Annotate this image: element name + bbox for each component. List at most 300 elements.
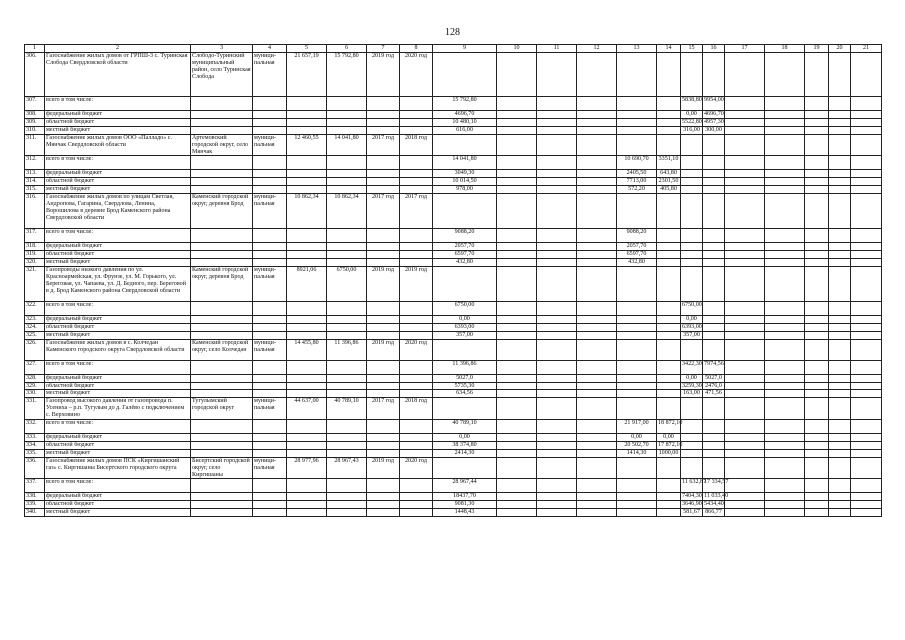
row-col13 <box>617 118 657 126</box>
row-col12 <box>577 441 617 449</box>
row-name: Газопроводы низкого давления по ул. Красноармейская, ул. Фрунзе, ул. М. Горького, ул. Береговая, ул. Чапаева, ул. Д. Бедного, пер. Береговой в д. Брод Каменского района Свердловской области <box>45 266 191 301</box>
row-col21 <box>851 374 882 382</box>
column-number-row <box>25 45 882 53</box>
row-location <box>191 374 253 382</box>
row-col8 <box>400 360 433 374</box>
row-col14 <box>657 53 681 97</box>
row-col10 <box>497 420 537 434</box>
row-col7 <box>367 434 400 442</box>
row-col10 <box>497 331 537 339</box>
row-col7 <box>367 251 400 259</box>
row-col17 <box>725 251 765 259</box>
row-name: областной бюджет <box>45 178 191 186</box>
row-col6 <box>327 251 367 259</box>
row-col11 <box>537 118 577 126</box>
row-col5 <box>287 509 327 517</box>
row-col16 <box>703 339 725 360</box>
table-row <box>25 331 882 339</box>
row-col14 <box>657 457 681 479</box>
row-col13: 1414,30 <box>617 449 657 457</box>
row-name: всего в том числе: <box>45 229 191 243</box>
row-col5 <box>287 97 327 111</box>
row-col15 <box>681 170 703 178</box>
row-col10 <box>497 390 537 398</box>
row-col11 <box>537 251 577 259</box>
row-col5 <box>287 315 327 323</box>
row-col17 <box>725 97 765 111</box>
row-col19 <box>805 111 829 119</box>
row-number: 316. <box>25 194 45 229</box>
row-number: 331. <box>25 398 45 420</box>
row-col12 <box>577 493 617 501</box>
row-col20 <box>829 301 851 315</box>
row-col10 <box>497 186 537 194</box>
row-col5 <box>287 441 327 449</box>
row-number: 338. <box>25 493 45 501</box>
row-number: 329. <box>25 382 45 390</box>
row-col16 <box>703 301 725 315</box>
row-col7 <box>367 493 400 501</box>
row-col6: 6750,00 <box>327 266 367 301</box>
row-col20 <box>829 258 851 266</box>
row-col21 <box>851 251 882 259</box>
row-col19 <box>805 398 829 420</box>
table-row <box>25 170 882 178</box>
row-col7 <box>367 97 400 111</box>
row-col14 <box>657 126 681 134</box>
table-row <box>25 420 882 434</box>
row-number: 310. <box>25 126 45 134</box>
row-col21 <box>851 441 882 449</box>
row-col17 <box>725 441 765 449</box>
row-location <box>191 229 253 243</box>
row-col7 <box>367 331 400 339</box>
row-col6 <box>327 301 367 315</box>
row-location <box>191 315 253 323</box>
row-name: федеральный бюджет <box>45 493 191 501</box>
row-col13 <box>617 390 657 398</box>
row-col17 <box>725 339 765 360</box>
row-col15: 0,00 <box>681 374 703 382</box>
row-ownership <box>253 382 287 390</box>
row-location: Каменский городской округ, деревня Брод <box>191 266 253 301</box>
row-col15 <box>681 449 703 457</box>
row-col7: 2019 год <box>367 457 400 479</box>
row-col17 <box>725 266 765 301</box>
row-col9: 10 014,50 <box>433 178 497 186</box>
row-number: 306. <box>25 53 45 97</box>
row-col5 <box>287 390 327 398</box>
column-number: 13 <box>617 45 657 53</box>
row-location <box>191 420 253 434</box>
row-col15 <box>681 243 703 251</box>
row-name: федеральный бюджет <box>45 170 191 178</box>
row-col15: 11 632,87 <box>681 479 703 493</box>
row-col18 <box>765 186 805 194</box>
row-col14 <box>657 315 681 323</box>
row-col13: 572,20 <box>617 186 657 194</box>
row-col10 <box>497 251 537 259</box>
row-col16: 4696,70 <box>704 111 724 117</box>
row-col19 <box>805 390 829 398</box>
row-col7 <box>367 360 400 374</box>
row-col18 <box>765 449 805 457</box>
row-col10 <box>497 170 537 178</box>
row-col20 <box>829 315 851 323</box>
row-col9: 10 480,10 <box>433 118 497 126</box>
row-col21 <box>851 315 882 323</box>
row-col9: 11 396,86 <box>433 360 497 374</box>
row-col11 <box>537 243 577 251</box>
row-col5 <box>287 243 327 251</box>
row-col19 <box>805 509 829 517</box>
table-row <box>25 501 882 509</box>
row-ownership: муници-пальная <box>253 266 287 301</box>
row-col10 <box>497 339 537 360</box>
row-col17 <box>725 301 765 315</box>
row-col10 <box>497 266 537 301</box>
row-col20 <box>829 126 851 134</box>
row-col14 <box>657 374 681 382</box>
row-col17 <box>725 457 765 479</box>
row-col20 <box>829 390 851 398</box>
row-col19 <box>805 97 829 111</box>
row-col9: 6750,00 <box>433 301 497 315</box>
row-col21 <box>851 479 882 493</box>
row-col14: 0,00 <box>657 434 681 442</box>
row-col6 <box>327 390 367 398</box>
row-col21 <box>851 434 882 442</box>
row-col9: 634,56 <box>433 390 497 398</box>
row-ownership <box>253 390 287 398</box>
row-col16: 7974,56 <box>703 360 725 374</box>
row-col14 <box>657 301 681 315</box>
row-col7: 2019 год <box>367 266 400 301</box>
row-col11 <box>537 449 577 457</box>
row-col15: 581,67 <box>681 509 703 517</box>
row-col21 <box>851 111 882 119</box>
row-col14: 18 872,10 <box>657 420 681 434</box>
column-number: 14 <box>657 45 681 53</box>
row-col21 <box>851 398 882 420</box>
row-col20 <box>829 434 851 442</box>
row-col17 <box>725 118 765 126</box>
row-col8 <box>400 420 433 434</box>
row-col9: 6597,70 <box>433 251 497 259</box>
row-ownership <box>253 501 287 509</box>
row-col17 <box>725 382 765 390</box>
row-col21 <box>851 134 882 156</box>
row-col5 <box>287 170 327 178</box>
row-location <box>191 156 253 170</box>
row-col7: 2019 год <box>367 53 400 97</box>
row-col13 <box>617 323 657 331</box>
row-col16 <box>703 170 725 178</box>
row-col13: 2057,70 <box>617 243 657 251</box>
row-col15: 3646,90 <box>682 501 702 508</box>
row-col5: 28 977,96 <box>287 457 327 479</box>
row-col5 <box>287 360 327 374</box>
row-col11 <box>537 156 577 170</box>
column-number: 10 <box>497 45 537 53</box>
row-col19 <box>805 420 829 434</box>
row-col18 <box>765 194 805 229</box>
row-ownership <box>253 374 287 382</box>
row-col17 <box>725 331 765 339</box>
row-number: 313. <box>25 170 45 178</box>
column-number: 20 <box>829 45 851 53</box>
row-number: 339. <box>25 501 45 509</box>
row-col8 <box>400 118 433 126</box>
row-col20 <box>829 501 851 509</box>
row-col7 <box>367 118 400 126</box>
row-col17 <box>725 449 765 457</box>
row-col21 <box>851 323 882 331</box>
row-col7 <box>367 441 400 449</box>
row-col9: 1448,43 <box>433 509 497 517</box>
table-row <box>25 434 882 442</box>
row-col11 <box>537 374 577 382</box>
row-col18 <box>765 339 805 360</box>
row-col6 <box>327 441 367 449</box>
row-col14 <box>657 331 681 339</box>
row-col11 <box>537 186 577 194</box>
row-col17 <box>725 170 765 178</box>
row-col15 <box>681 441 703 449</box>
row-col19 <box>805 251 829 259</box>
row-name: областной бюджет <box>45 323 191 331</box>
row-col8: 2018 год <box>400 398 433 420</box>
row-col18 <box>765 331 805 339</box>
row-ownership <box>253 243 287 251</box>
row-col14 <box>657 251 681 259</box>
column-number: 5 <box>287 45 327 53</box>
row-col9: 5027,0 <box>433 374 497 382</box>
row-col11 <box>537 258 577 266</box>
row-col18 <box>765 479 805 493</box>
row-col21 <box>851 186 882 194</box>
row-name: федеральный бюджет <box>45 374 191 382</box>
row-col21 <box>851 229 882 243</box>
row-col13 <box>617 398 657 420</box>
row-col9: 432,80 <box>433 258 497 266</box>
row-col12 <box>577 339 617 360</box>
row-col10 <box>497 97 537 111</box>
column-number: 12 <box>577 45 617 53</box>
row-location: Тугулымский городской округ <box>191 398 253 420</box>
row-col10 <box>497 449 537 457</box>
row-col11 <box>537 111 577 119</box>
row-col15 <box>681 457 703 479</box>
row-col9: 2414,30 <box>433 449 497 457</box>
row-col7 <box>367 229 400 243</box>
row-ownership <box>253 111 287 119</box>
row-name: областной бюджет <box>45 441 191 449</box>
table-row <box>25 266 882 301</box>
row-col15: 316,00 <box>681 126 703 134</box>
row-col20 <box>829 194 851 229</box>
row-col11 <box>537 441 577 449</box>
row-col19 <box>805 156 829 170</box>
row-col11 <box>537 457 577 479</box>
row-col7 <box>367 479 400 493</box>
row-col10 <box>497 111 537 119</box>
row-col13 <box>617 301 657 315</box>
row-col7 <box>367 449 400 457</box>
row-col8 <box>400 111 433 119</box>
row-col6 <box>327 434 367 442</box>
row-col12 <box>577 382 617 390</box>
row-col6 <box>327 509 367 517</box>
row-col20 <box>829 382 851 390</box>
row-col20 <box>829 449 851 457</box>
row-col19 <box>805 126 829 134</box>
row-col12 <box>577 118 617 126</box>
row-col13 <box>617 194 657 229</box>
row-col16 <box>703 315 725 323</box>
row-col9: 0,00 <box>433 315 497 323</box>
row-col8: 2020 год <box>400 339 433 360</box>
row-ownership <box>253 449 287 457</box>
row-col6: 11 396,86 <box>327 339 367 360</box>
row-col16 <box>703 229 725 243</box>
row-location <box>191 331 253 339</box>
row-col6 <box>327 374 367 382</box>
table-row <box>25 251 882 259</box>
row-col16: 4957,30 <box>704 118 724 125</box>
row-col11 <box>537 301 577 315</box>
row-col13: 432,80 <box>617 258 657 266</box>
row-col20 <box>829 420 851 434</box>
row-number: 333. <box>25 434 45 442</box>
row-name: федеральный бюджет <box>45 111 191 119</box>
row-col14 <box>657 266 681 301</box>
column-number: 15 <box>681 45 703 53</box>
column-number: 7 <box>367 45 400 53</box>
row-col5 <box>287 111 327 119</box>
row-col14: 1000,00 <box>657 449 681 457</box>
row-col11 <box>537 323 577 331</box>
row-col19 <box>805 449 829 457</box>
row-col5: 10 862,34 <box>287 194 327 229</box>
row-col18 <box>765 501 805 509</box>
row-name: местный бюджет <box>45 390 191 398</box>
table-row <box>25 186 882 194</box>
row-name: федеральный бюджет <box>45 315 191 323</box>
row-col21 <box>851 331 882 339</box>
row-col16 <box>703 323 725 331</box>
row-col11 <box>537 134 577 156</box>
row-ownership <box>253 178 287 186</box>
row-col14 <box>657 134 681 156</box>
row-col7 <box>367 420 400 434</box>
row-col8 <box>400 323 433 331</box>
row-col6 <box>327 323 367 331</box>
row-col11 <box>537 420 577 434</box>
row-col9: 3049,30 <box>433 170 497 178</box>
row-col17 <box>725 360 765 374</box>
row-col18 <box>765 301 805 315</box>
row-name: местный бюджет <box>45 331 191 339</box>
row-col18 <box>765 493 805 501</box>
row-col9: 0,00 <box>433 434 497 442</box>
row-col9: 9081,30 <box>433 501 497 509</box>
row-col17 <box>725 229 765 243</box>
row-col9: 616,00 <box>433 126 497 134</box>
row-col9: 978,00 <box>433 186 497 194</box>
row-col8 <box>400 251 433 259</box>
row-col10 <box>497 315 537 323</box>
row-col10 <box>497 194 537 229</box>
row-col20 <box>829 374 851 382</box>
row-col11 <box>537 339 577 360</box>
row-col17 <box>725 315 765 323</box>
row-col11 <box>537 170 577 178</box>
row-ownership <box>253 360 287 374</box>
row-col6: 14 041,80 <box>327 134 367 156</box>
table-row <box>25 493 882 501</box>
row-col21 <box>851 178 882 186</box>
row-col13 <box>617 339 657 360</box>
row-number: 327. <box>25 360 45 374</box>
row-col8 <box>400 374 433 382</box>
row-col5 <box>287 156 327 170</box>
row-col5: 12 460,55 <box>287 134 327 156</box>
row-col14: 405,80 <box>657 186 681 194</box>
row-name: областной бюджет <box>45 382 191 390</box>
row-col21 <box>851 97 882 111</box>
row-col9 <box>433 194 497 229</box>
table-row <box>25 97 882 111</box>
row-col21 <box>851 53 882 97</box>
row-col20 <box>829 134 851 156</box>
row-col10 <box>497 501 537 509</box>
row-col13 <box>617 479 657 493</box>
row-col19 <box>805 457 829 479</box>
row-col11 <box>537 390 577 398</box>
row-col10 <box>497 243 537 251</box>
row-ownership <box>253 315 287 323</box>
row-col9 <box>433 266 497 301</box>
row-col12 <box>577 53 617 97</box>
row-col5 <box>287 258 327 266</box>
row-ownership <box>253 441 287 449</box>
row-col6: 15 792,80 <box>327 53 367 97</box>
row-col18 <box>765 420 805 434</box>
row-col17 <box>725 434 765 442</box>
row-col6 <box>327 111 367 119</box>
row-col8: 2020 год <box>400 53 433 97</box>
row-col7 <box>367 111 400 119</box>
row-number: 309. <box>25 118 45 126</box>
row-location <box>191 323 253 331</box>
row-col21 <box>851 382 882 390</box>
row-name: всего в том числе: <box>45 301 191 315</box>
row-col9: 2057,70 <box>433 243 497 251</box>
row-col19 <box>805 441 829 449</box>
row-col17 <box>725 53 765 97</box>
row-col16: 17 334,57 <box>703 479 725 493</box>
column-number: 6 <box>327 45 367 53</box>
row-col8 <box>400 126 433 134</box>
row-col12 <box>577 97 617 111</box>
row-col10 <box>497 134 537 156</box>
row-col12 <box>577 243 617 251</box>
table-row <box>25 118 882 126</box>
row-col16 <box>703 398 725 420</box>
row-col5 <box>287 178 327 186</box>
row-col8 <box>400 509 433 517</box>
